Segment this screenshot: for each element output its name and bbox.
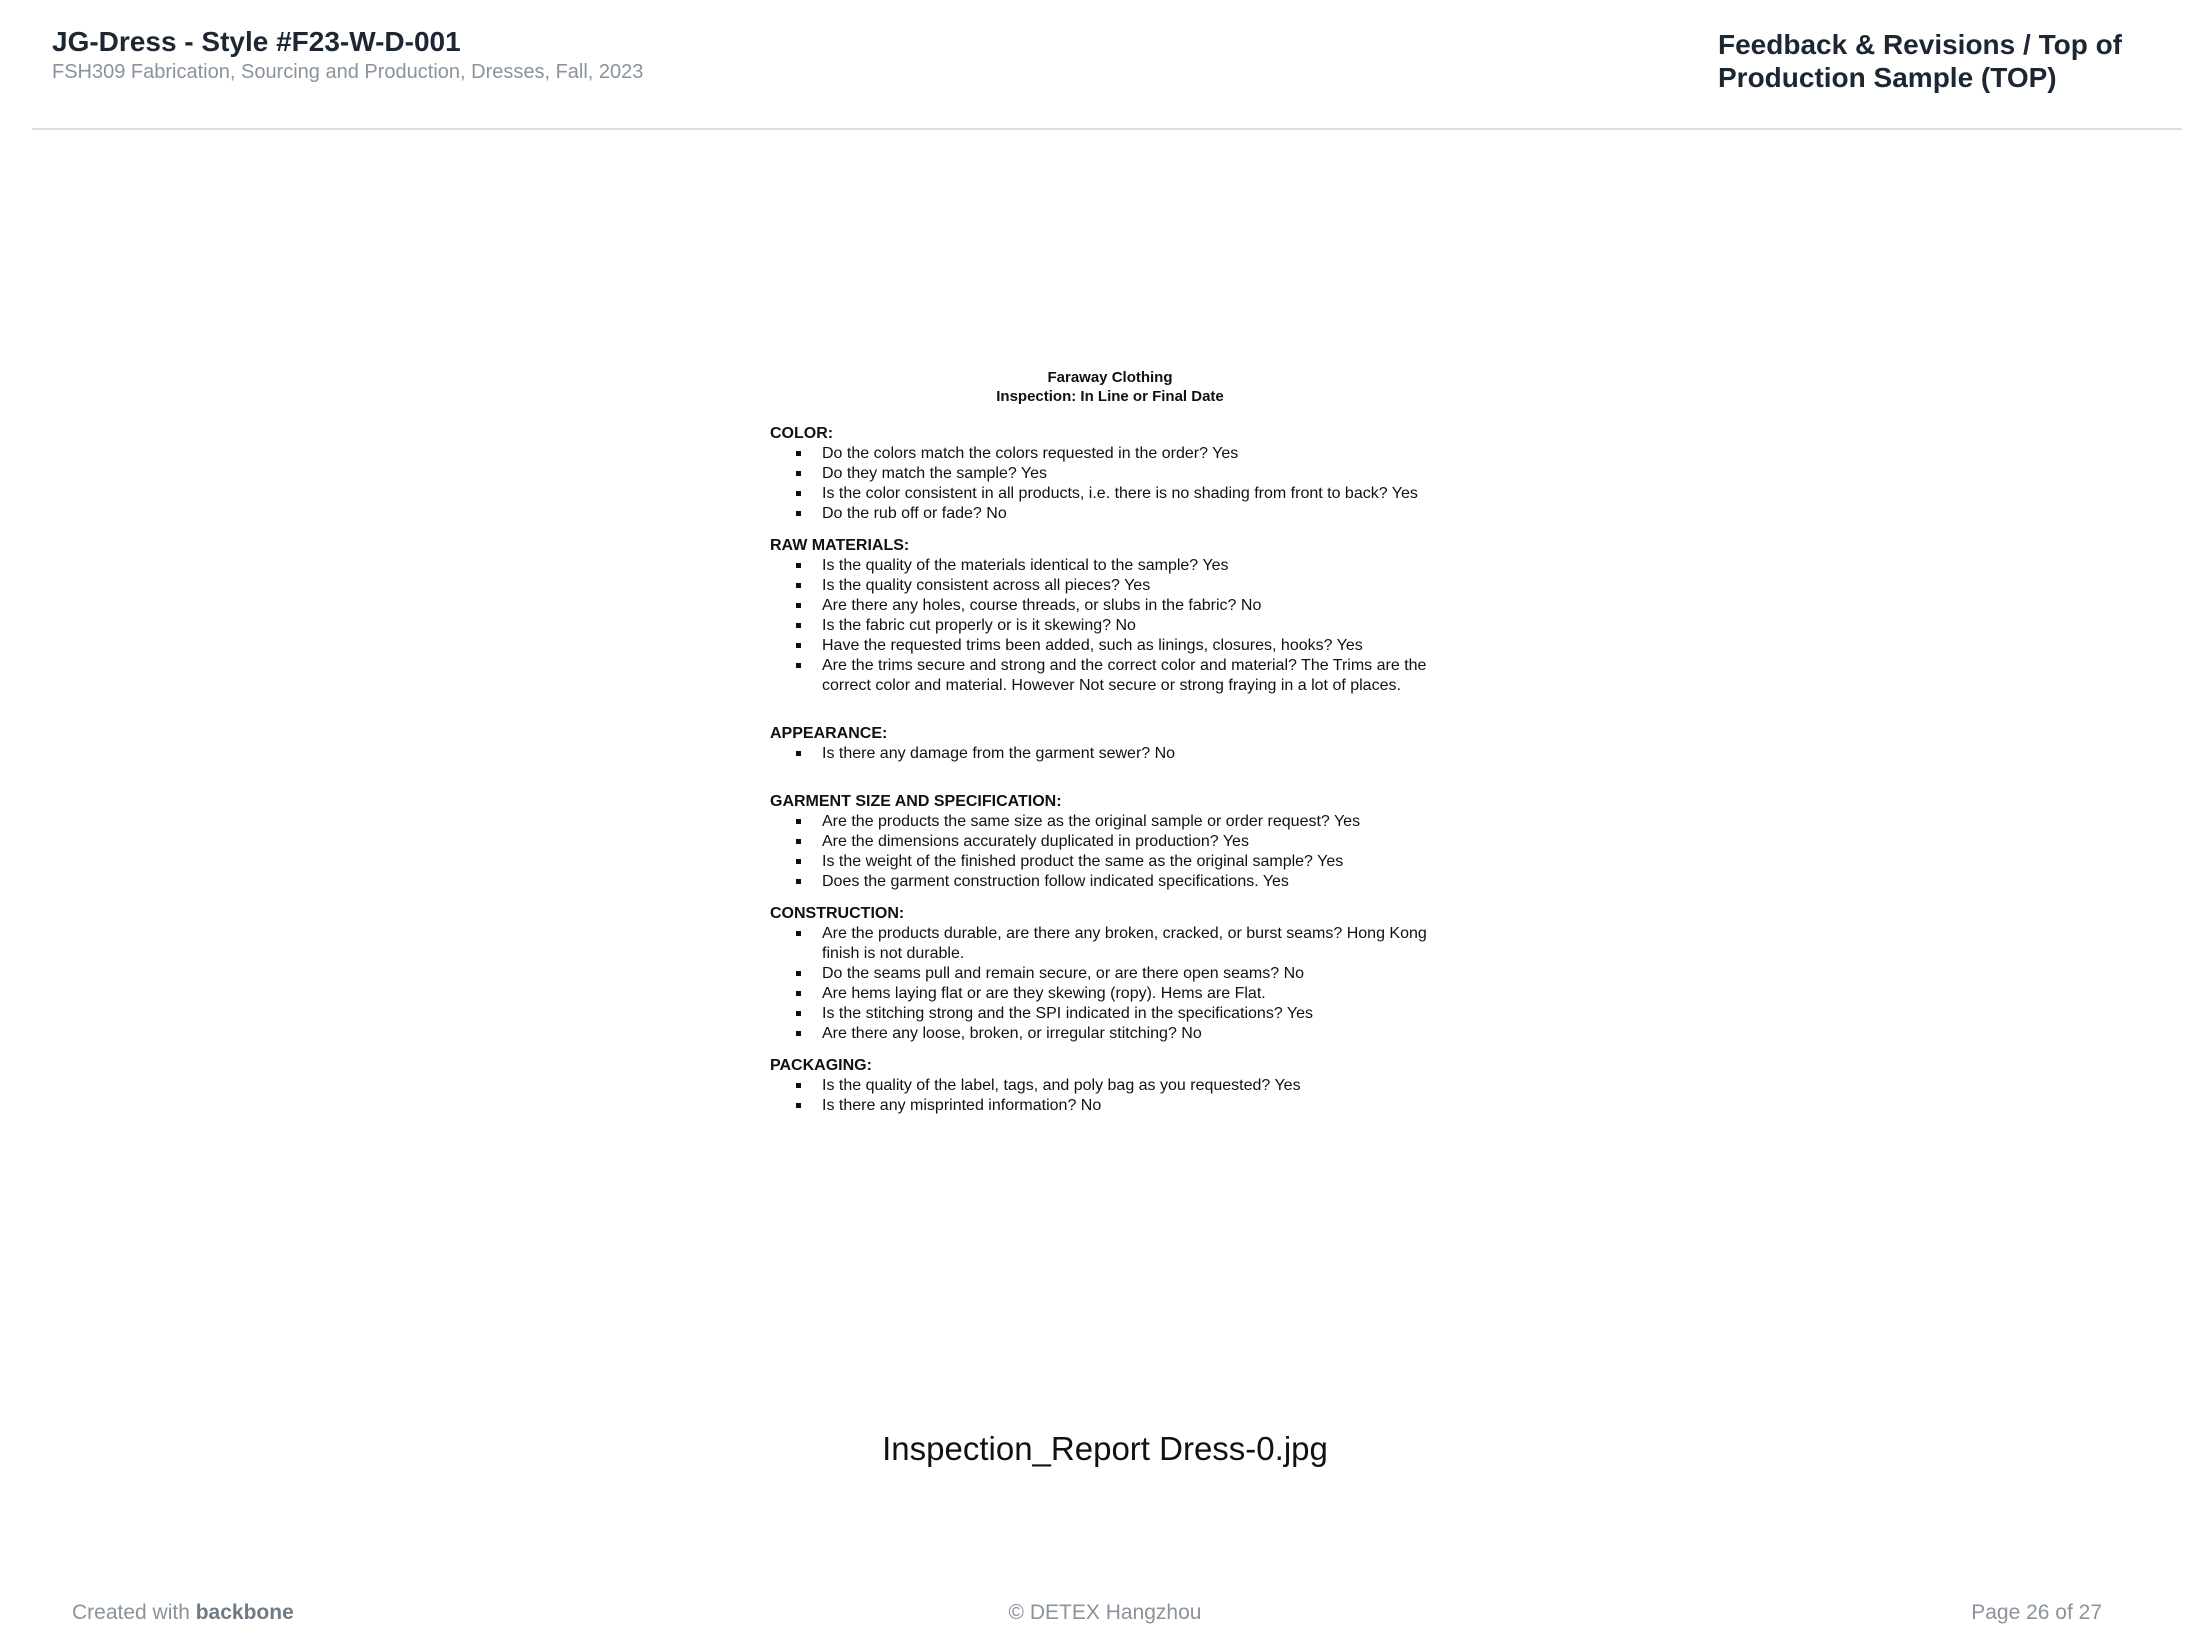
checklist-item	[822, 872, 1450, 892]
checklist-item	[822, 636, 1450, 656]
checklist-item-text: Are there any holes, course threads, or slubs in the fabric? No	[822, 597, 1262, 614]
report-company: Faraway Clothing	[1047, 369, 1173, 386]
brand-name: backbone	[195, 1601, 294, 1624]
bullet-icon	[796, 511, 801, 516]
checklist-item	[822, 596, 1450, 616]
checklist-item-text: Is the quality of the label, tags, and poly bag as you requested? Yes	[822, 1077, 1301, 1094]
bullet-icon	[796, 451, 801, 456]
checklist-item-text: Are there any loose, broken, or irregular stitching? No	[822, 1025, 1202, 1042]
checklist-item-text: Are the products durable, are there any broken, cracked, or burst seams? Hong Kong finish is not durable.	[822, 925, 1427, 962]
report-sections	[770, 424, 1450, 1116]
checklist-item	[822, 464, 1450, 484]
bullet-icon	[796, 603, 801, 608]
created-prefix: Created with	[72, 1601, 190, 1624]
checklist-item-text: Are the trims secure and strong and the correct color and material? The Trims are the correct color and material. However Not secure or strong fraying in a lot of places.	[822, 657, 1427, 694]
course-subtitle: FSH309 Fabrication, Sourcing and Production, Dresses, Fall, 2023	[52, 61, 644, 83]
section-title	[1718, 28, 2158, 94]
section-heading: GARMENT SIZE AND SPECIFICATION:	[770, 793, 1062, 810]
checklist-item	[822, 832, 1450, 852]
bullet-icon	[796, 991, 801, 996]
checklist-item	[822, 484, 1450, 504]
report-section	[770, 724, 1450, 764]
section-title-line2: Production Sample (TOP)	[1718, 62, 2057, 93]
bullet-icon	[796, 1011, 801, 1016]
checklist-item-text: Do they match the sample? Yes	[822, 465, 1048, 482]
checklist-item-text: Is the stitching strong and the SPI indicated in the specifications? Yes	[822, 1005, 1313, 1022]
checklist-item-text: Is the quality consistent across all pieces? Yes	[822, 577, 1151, 594]
checklist-item-text: Is the color consistent in all products, i.e. there is no shading from front to back? Yes	[822, 485, 1418, 502]
report-section	[770, 792, 1450, 892]
bullet-icon	[796, 1031, 801, 1036]
checklist-item-text: Have the requested trims been added, such as linings, closures, hooks? Yes	[822, 637, 1363, 654]
checklist-item	[822, 1076, 1450, 1096]
checklist	[770, 556, 1450, 696]
bullet-icon	[796, 1103, 801, 1108]
report-section	[770, 904, 1450, 1044]
bullet-icon	[796, 839, 801, 844]
bullet-icon	[796, 971, 801, 976]
checklist-item-text: Do the colors match the colors requested in the order? Yes	[822, 445, 1239, 462]
bullet-icon	[796, 583, 801, 588]
checklist-item	[822, 444, 1450, 464]
report-subtitle: Inspection: In Line or Final Date	[996, 388, 1224, 405]
checklist-item	[822, 1096, 1450, 1116]
section-heading: RAW MATERIALS:	[770, 537, 910, 554]
bullet-icon	[796, 751, 801, 756]
checklist-item-text: Is the fabric cut properly or is it skewing? No	[822, 617, 1136, 634]
bullet-icon	[796, 1083, 801, 1088]
checklist-item	[822, 1004, 1450, 1024]
checklist	[770, 1076, 1450, 1116]
bullet-icon	[796, 931, 801, 936]
bullet-icon	[796, 623, 801, 628]
bullet-icon	[796, 819, 801, 824]
section-title-line1: Feedback & Revisions / Top of	[1718, 29, 2123, 60]
checklist-item-text: Is the weight of the finished product the same as the original sample? Yes	[822, 853, 1344, 870]
checklist-item-text: Is the quality of the materials identical to the sample? Yes	[822, 557, 1229, 574]
report-section	[770, 1056, 1450, 1116]
checklist-item-text: Are the dimensions accurately duplicated in production? Yes	[822, 833, 1249, 850]
bullet-icon	[796, 859, 801, 864]
page-header	[0, 0, 2200, 130]
checklist-item	[822, 924, 1450, 964]
checklist-item	[822, 852, 1450, 872]
checklist-item	[822, 1024, 1450, 1044]
checklist-item-text: Are hems laying flat or are they skewing (ropy). Hems are Flat.	[822, 985, 1266, 1002]
section-heading: APPEARANCE:	[770, 725, 888, 742]
bullet-icon	[796, 663, 801, 668]
checklist-item-text: Does the garment construction follow indicated specifications. Yes	[822, 873, 1289, 890]
footer-copyright: © DETEX Hangzhou	[1008, 1601, 1202, 1624]
checklist-item	[822, 744, 1450, 764]
bullet-icon	[796, 563, 801, 568]
checklist-item	[822, 812, 1450, 832]
checklist	[770, 812, 1450, 892]
page-number: Page 26 of 27	[1971, 1601, 2102, 1624]
report-section	[770, 424, 1450, 524]
bullet-icon	[796, 471, 801, 476]
checklist-item	[822, 504, 1450, 524]
checklist	[770, 744, 1450, 764]
checklist-item	[822, 984, 1450, 1004]
bullet-icon	[796, 491, 801, 496]
checklist-item-text: Do the seams pull and remain secure, or are there open seams? No	[822, 965, 1305, 982]
checklist	[770, 444, 1450, 524]
report-section	[770, 536, 1450, 696]
checklist-item	[822, 656, 1450, 696]
section-heading: PACKAGING:	[770, 1057, 872, 1074]
checklist-item-text: Is there any misprinted information? No	[822, 1097, 1102, 1114]
checklist-item	[822, 616, 1450, 636]
inspection-report-image	[770, 368, 1450, 1116]
checklist-item	[822, 964, 1450, 984]
style-title: JG-Dress - Style #F23-W-D-001	[52, 26, 461, 57]
checklist-item-text: Do the rub off or fade? No	[822, 505, 1007, 522]
checklist	[770, 924, 1450, 1044]
checklist-item-text: Is there any damage from the garment sewer? No	[822, 745, 1176, 762]
image-caption: Inspection_Report Dress-0.jpg	[882, 1430, 1328, 1467]
header-divider	[32, 128, 2182, 130]
bullet-icon	[796, 879, 801, 884]
checklist-item	[822, 576, 1450, 596]
section-heading: COLOR:	[770, 425, 834, 442]
bullet-icon	[796, 643, 801, 648]
checklist-item-text: Are the products the same size as the original sample or order request? Yes	[822, 813, 1361, 830]
checklist-item	[822, 556, 1450, 576]
section-heading: CONSTRUCTION:	[770, 905, 905, 922]
